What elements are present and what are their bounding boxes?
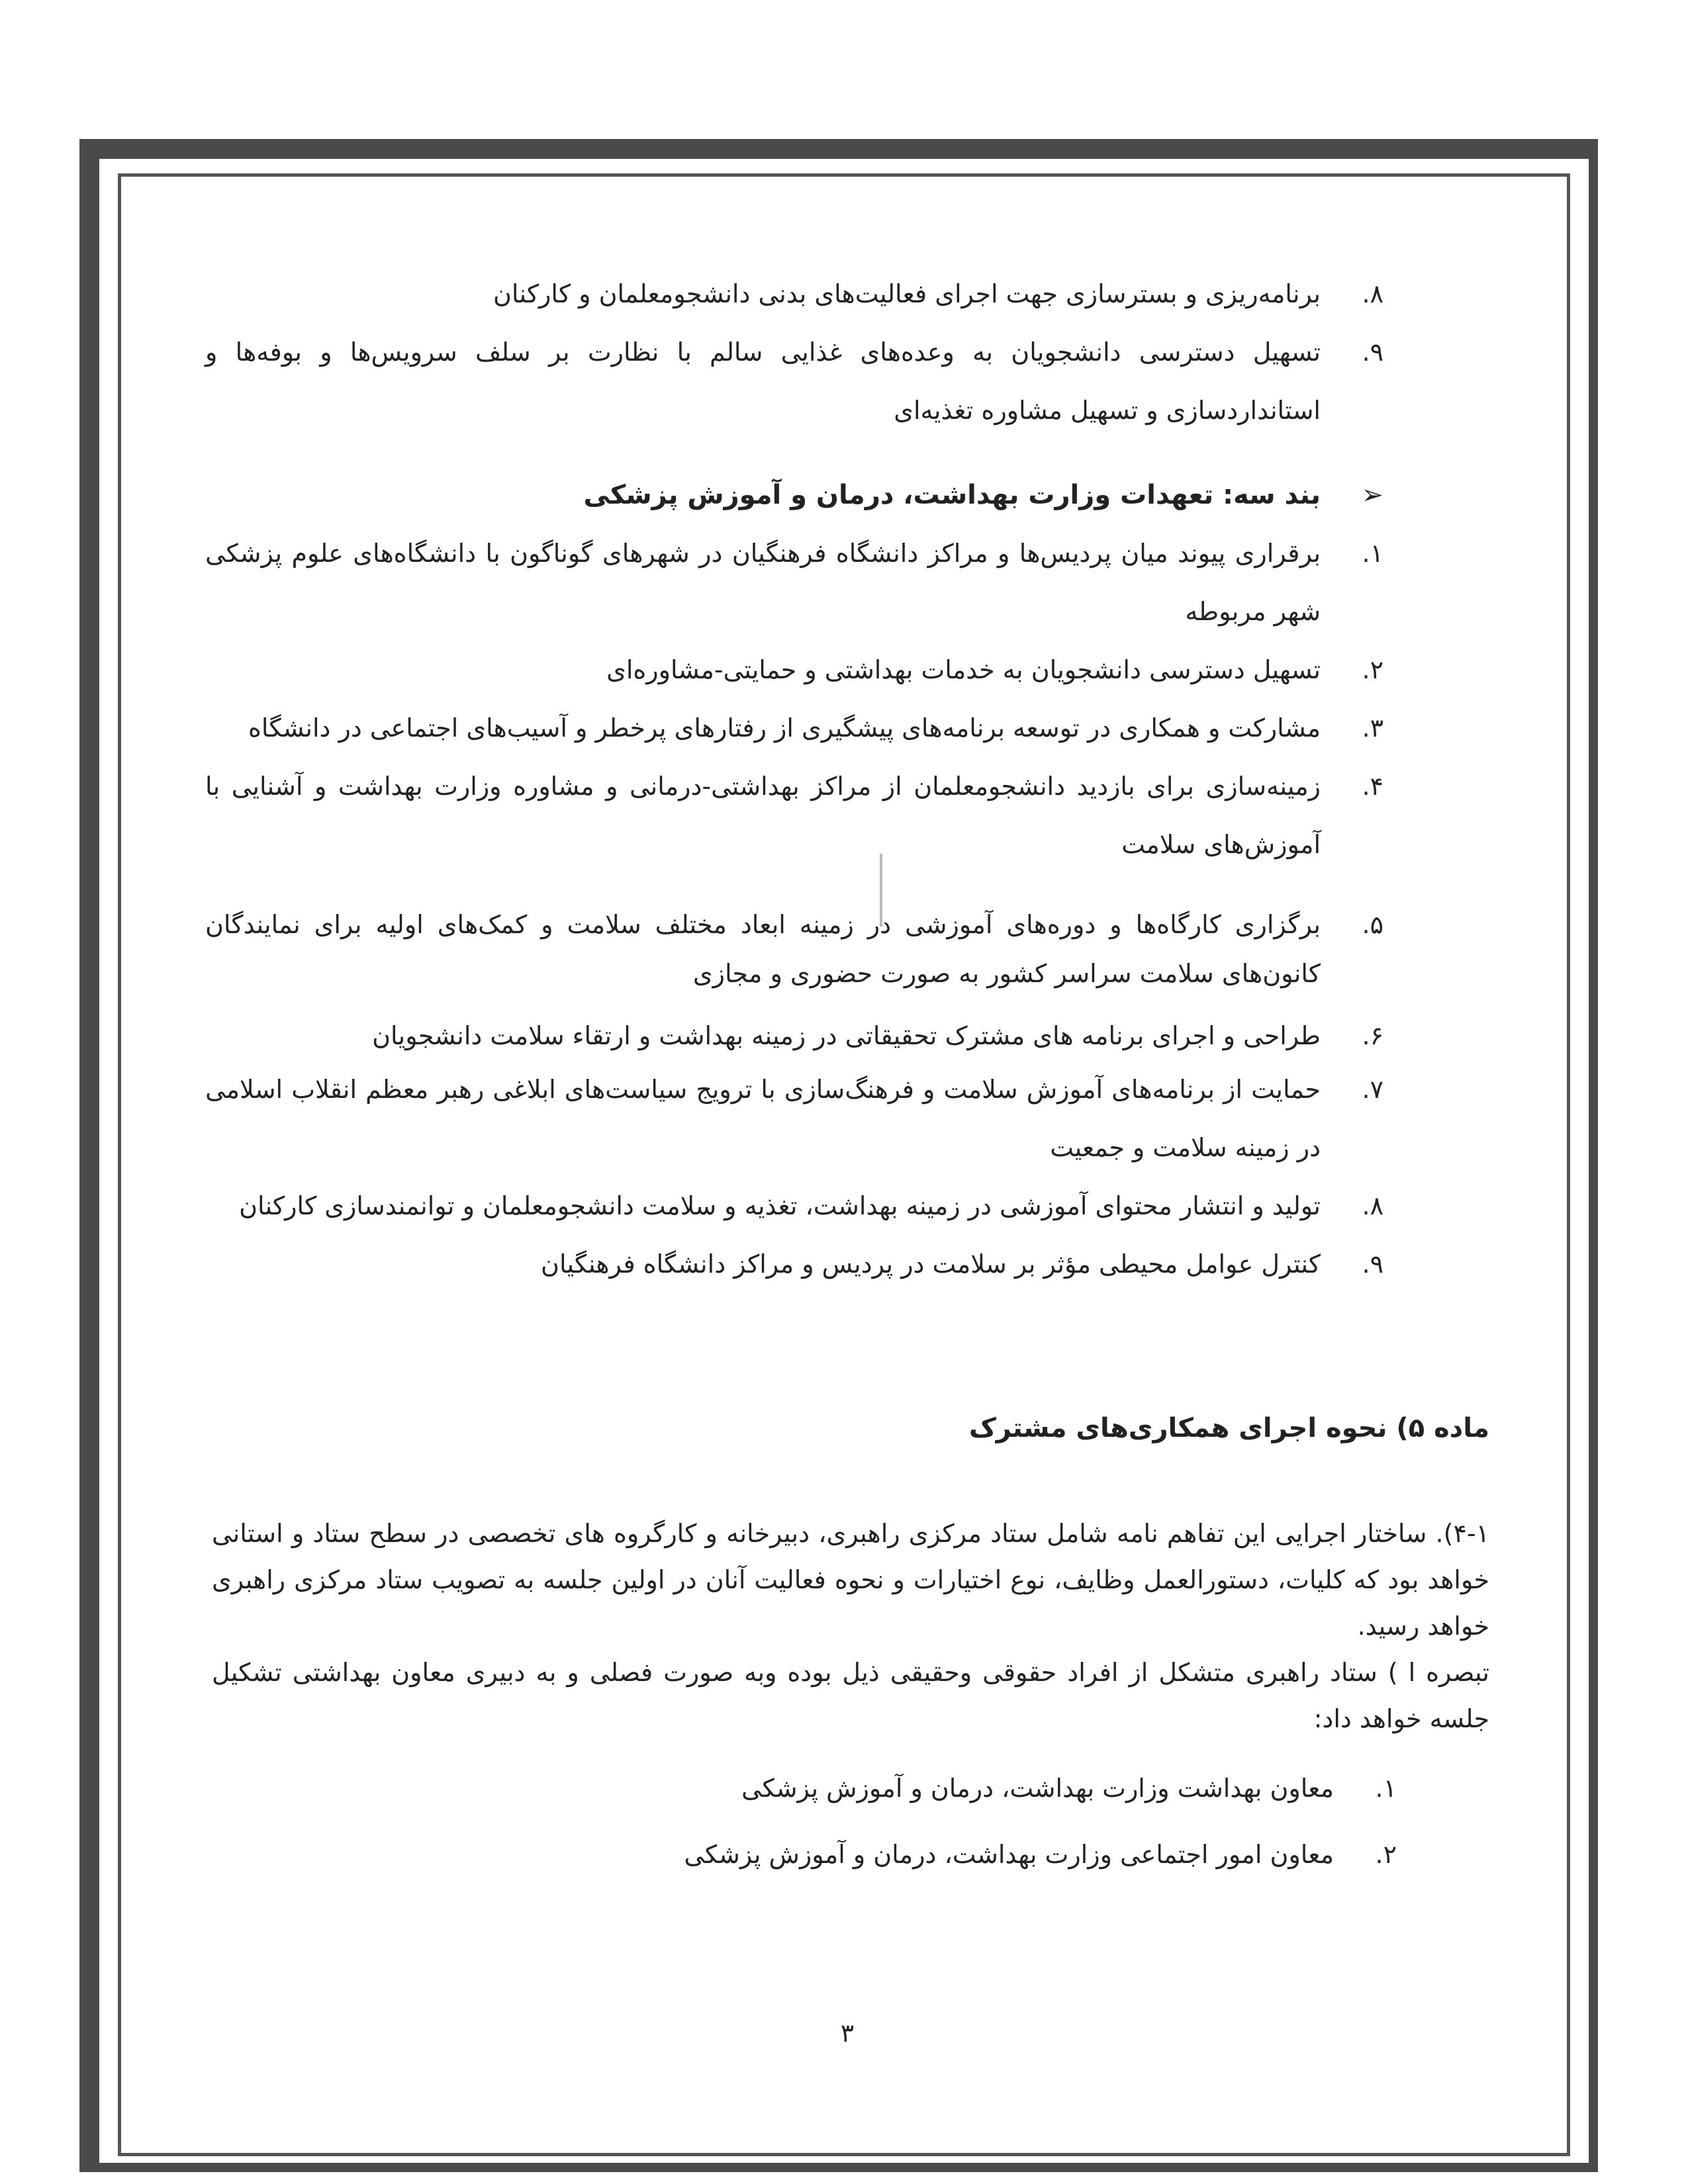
list-item-number: ۹.	[1362, 1250, 1383, 1279]
list-item	[205, 900, 1383, 998]
list-item	[205, 1177, 1383, 1235]
list-item-text: معاون بهداشت وزارت بهداشت، درمان و آموزش پزشکی	[741, 1774, 1334, 1803]
paragraph: ۴-۱). ساختار اجرایی این تفاهم نامه شامل ستاد مرکزی راهبری، دبیرخانه و کارگروه های تخصصی در سطح ستاد و استانی خواهد بود که کلیات، دستورالعمل وظایف، نوع اختیارات و نحوه فعالیت آنان در اولین جلسه به تصویب ستاد مرکزی راهبری خواهد رسید.	[212, 1519, 1489, 1641]
section-three	[205, 466, 1383, 1293]
list-item-number: ۱.	[1362, 539, 1383, 568]
article-five	[212, 1399, 1489, 1888]
list-item-text: طراحی و اجرای برنامه های مشترک تحقیقاتی در زمینه بهداشت و ارتقاء سلامت دانشجویان	[372, 1021, 1321, 1050]
list-item	[205, 265, 1383, 323]
list-item-number: ۸.	[1362, 1191, 1383, 1220]
list-item	[212, 1821, 1397, 1888]
paragraph: تبصره ا ) ستاد راهبری متشکل از افراد حقوقی وحقیقی ذیل بوده وبه صورت فصلی و به دبیری معاون بهداشتی تشکیل جلسه خواهد داد:	[212, 1658, 1489, 1733]
document-body	[205, 265, 1489, 1888]
list-item	[205, 524, 1383, 641]
list-item-text: مشارکت و همکاری در توسعه برنامه‌های پیشگیری از رفتارهای پرخطر و آسیب‌های اجتماعی در دانشگاه	[248, 713, 1321, 743]
list-item-number: ۷.	[1362, 1075, 1383, 1104]
list-item	[212, 1755, 1397, 1821]
article-title: ماده ۵) نحوه اجرای همکاری‌های مشترک	[968, 1413, 1489, 1443]
list-item-text: برگزاری کارگاه‌ها و دوره‌های آموزشی در زمینه ابعاد مختلف سلامت و کمک‌های اولیه برای نمایندگان کانون‌های سلامت سراسر کشور به صورت حضوری و مجازی	[205, 910, 1321, 988]
list-item-number: ۲.	[1362, 655, 1383, 684]
list-item-text: حمایت از برنامه‌های آموزش سلامت و فرهنگ‌سازی با ترویج سیاست‌های ابلاغی رهبر معظم انقلاب اسلامی در زمینه سلامت و جمعیت	[205, 1075, 1321, 1162]
list-item	[205, 1011, 1383, 1060]
section-heading	[205, 466, 1383, 524]
list-item-number: ۶.	[1362, 1021, 1383, 1050]
list-item	[205, 323, 1383, 439]
list-item-text: برقراری پیوند میان پردیس‌ها و مراکز دانشگاه فرهنگیان در شهرهای گوناگون با دانشگاه‌های علوم پزشکی شهر مربوطه	[205, 539, 1321, 626]
member-list	[212, 1755, 1397, 1888]
list-item-number: ۲.	[1375, 1840, 1397, 1869]
section-continuation	[205, 265, 1383, 439]
list-item	[205, 757, 1383, 874]
list-item-number: ۴.	[1362, 772, 1383, 801]
list-item-number: ۳.	[1362, 713, 1383, 743]
list-item-number: ۵.	[1362, 910, 1383, 939]
list-item	[205, 1060, 1383, 1177]
arrow-bullet-icon: ➢	[1361, 480, 1383, 510]
list-item-text: برنامه‌ریزی و بسترسازی جهت اجرای فعالیت‌های بدنی دانشجومعلمان و کارکنان	[493, 279, 1321, 308]
list-item-text: معاون امور اجتماعی وزارت بهداشت، درمان و آموزش پزشکی	[684, 1840, 1334, 1869]
list-item-text: تسهیل دسترسی دانشجویان به خدمات بهداشتی و حمایتی-مشاوره‌ای	[606, 655, 1321, 684]
list-item	[205, 641, 1383, 699]
section-heading-text: بند سه: تعهدات وزارت بهداشت، درمان و آموزش پزشکی	[583, 480, 1321, 510]
page-number: ۳	[840, 2019, 855, 2048]
list-item	[205, 1235, 1383, 1293]
list-item-text: تسهیل دسترسی دانشجویان به وعده‌های غذایی سالم با نظارت بر سلف سرویس‌ها و بوفه‌ها و استانداردسازی و تسهیل مشاوره تغذیه‌ای	[205, 338, 1321, 425]
list-item-number: ۱.	[1375, 1774, 1397, 1803]
list-item-number: ۹.	[1362, 338, 1383, 367]
list-item	[205, 699, 1383, 757]
list-item-text: زمینه‌سازی برای بازدید دانشجومعلمان از مراکز بهداشتی-درمانی و مشاوره وزارت بهداشت و آشنایی با آموزش‌های سلامت	[205, 772, 1321, 859]
list-item-number: ۸.	[1362, 279, 1383, 308]
list-item-text: تولید و انتشار محتوای آموزشی در زمینه بهداشت، تغذیه و سلامت دانشجومعلمان و توانمندسازی کارکنان	[239, 1191, 1321, 1220]
list-item-text: کنترل عوامل محیطی مؤثر بر سلامت در پردیس و مراکز دانشگاه فرهنگیان	[541, 1250, 1321, 1279]
